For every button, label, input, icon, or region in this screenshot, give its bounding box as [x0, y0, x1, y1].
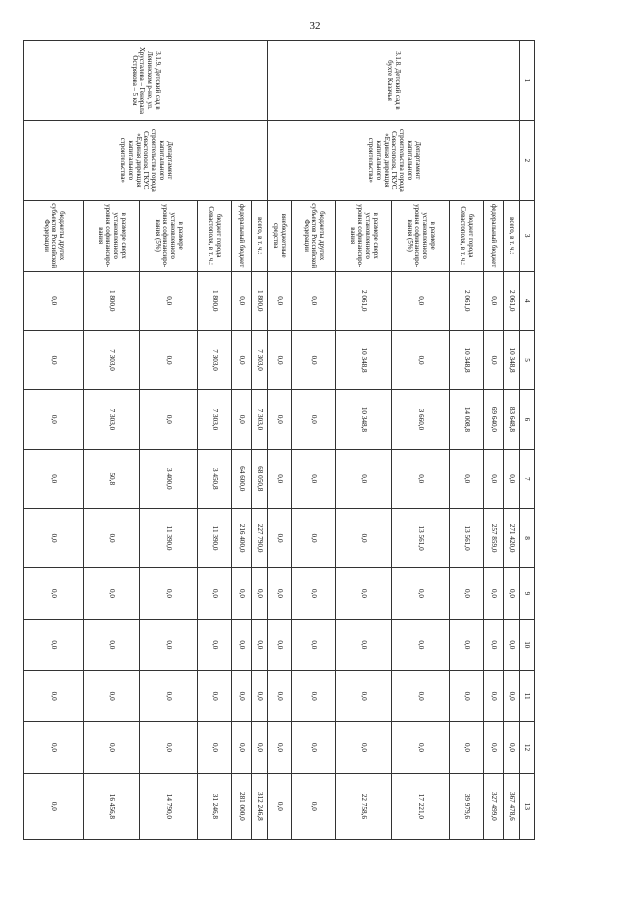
value-cell: 0,0 [232, 722, 252, 773]
value-cell: 0,0 [292, 508, 336, 567]
value-cell: 0,0 [292, 449, 336, 508]
value-cell: 7 303,0 [84, 390, 140, 449]
value-cell: 69 640,0 [484, 390, 504, 449]
value-cell: 39 979,6 [450, 773, 484, 839]
value-cell: 22 758,6 [336, 773, 392, 839]
funding-source-cell: всего, в т. ч.: [504, 200, 520, 271]
value-cell: 0,0 [336, 619, 392, 670]
executor-cell: Департамент капитального строительства города Севастополя, ГКУС «Единая дирекция капитального строительства» [268, 120, 520, 200]
value-cell: 271 420,0 [504, 508, 520, 567]
value-cell: 16 456,8 [84, 773, 140, 839]
value-cell: 0,0 [140, 722, 198, 773]
value-cell: 0,0 [450, 619, 484, 670]
value-cell: 0,0 [84, 508, 140, 567]
column-number: 8 [520, 508, 535, 567]
value-cell: 0,0 [198, 722, 232, 773]
funding-source-cell: в размере установленного уровня софинансиро-вания (5%) [140, 200, 198, 271]
value-cell: 0,0 [484, 670, 504, 721]
value-cell: 0,0 [198, 619, 232, 670]
value-cell: 0,0 [392, 271, 450, 330]
value-cell: 0,0 [504, 449, 520, 508]
value-cell: 0,0 [140, 619, 198, 670]
funding-source-cell: в размере сверх установленного уровня софинансиро-вания [336, 200, 392, 271]
value-cell: 0,0 [292, 722, 336, 773]
value-cell: 0,0 [252, 568, 268, 619]
value-cell: 0,0 [268, 271, 292, 330]
value-cell: 0,0 [252, 619, 268, 670]
column-number: 1 [520, 41, 535, 121]
value-cell: 0,0 [484, 722, 504, 773]
funding-source-cell: всего, в т. ч.: [252, 200, 268, 271]
value-cell: 0,0 [24, 722, 84, 773]
funding-source-cell: бюджет города Севастополя, в т. ч.: [450, 200, 484, 271]
value-cell: 0,0 [504, 722, 520, 773]
value-cell: 0,0 [24, 390, 84, 449]
value-cell: 0,0 [268, 330, 292, 389]
value-cell: 0,0 [268, 773, 292, 839]
value-cell: 0,0 [24, 670, 84, 721]
value-cell: 0,0 [24, 271, 84, 330]
value-cell: 0,0 [336, 568, 392, 619]
value-cell: 0,0 [336, 449, 392, 508]
value-cell: 7 303,0 [198, 390, 232, 449]
value-cell: 0,0 [450, 670, 484, 721]
value-cell: 2 061,0 [450, 271, 484, 330]
column-number: 11 [520, 670, 535, 721]
value-cell: 0,0 [450, 568, 484, 619]
value-cell: 0,0 [484, 619, 504, 670]
value-cell: 367 478,6 [504, 773, 520, 839]
funding-source-cell: федеральный бюджет [232, 200, 252, 271]
value-cell: 0,0 [504, 619, 520, 670]
column-number: 12 [520, 722, 535, 773]
value-cell: 0,0 [392, 619, 450, 670]
value-cell: 0,0 [24, 330, 84, 389]
value-cell: 14 008,8 [450, 390, 484, 449]
value-cell: 0,0 [84, 722, 140, 773]
value-cell: 3 450,8 [198, 449, 232, 508]
value-cell: 0,0 [268, 508, 292, 567]
column-number: 5 [520, 330, 535, 389]
funding-source-cell: бюджет города Севастополя, в т. ч.: [198, 200, 232, 271]
value-cell: 0,0 [484, 449, 504, 508]
column-number: 13 [520, 773, 535, 839]
value-cell: 1 800,0 [198, 271, 232, 330]
value-cell: 0,0 [24, 773, 84, 839]
value-cell: 10 348,8 [504, 330, 520, 389]
value-cell: 7 303,0 [84, 330, 140, 389]
budget-table-container [42, 40, 535, 840]
value-cell: 1 800,0 [252, 271, 268, 330]
value-cell: 0,0 [268, 449, 292, 508]
value-cell: 0,0 [392, 568, 450, 619]
value-cell: 0,0 [140, 330, 198, 389]
value-cell: 0,0 [392, 330, 450, 389]
table-row [504, 41, 520, 840]
value-cell: 0,0 [292, 619, 336, 670]
funding-source-cell: в размере сверх установленного уровня софинансиро-вания [84, 200, 140, 271]
value-cell: 17 221,0 [392, 773, 450, 839]
value-cell: 2 061,0 [504, 271, 520, 330]
value-cell: 0,0 [450, 449, 484, 508]
value-cell: 83 648,8 [504, 390, 520, 449]
value-cell: 0,0 [232, 670, 252, 721]
value-cell: 0,0 [392, 449, 450, 508]
value-cell: 0,0 [84, 670, 140, 721]
value-cell: 0,0 [140, 568, 198, 619]
value-cell: 327 499,0 [484, 773, 504, 839]
value-cell: 0,0 [484, 271, 504, 330]
value-cell: 0,0 [268, 568, 292, 619]
column-number-row [520, 41, 535, 840]
value-cell: 0,0 [232, 271, 252, 330]
value-cell: 7 303,0 [252, 390, 268, 449]
value-cell: 0,0 [450, 722, 484, 773]
value-cell: 7 303,0 [198, 330, 232, 389]
value-cell: 68 050,8 [252, 449, 268, 508]
object-name-cell: 3.1.8. Детский сад в бухте Казачья [268, 41, 520, 121]
funding-source-cell: бюджеты других субъектов Российской Федерации [24, 200, 84, 271]
table-row [252, 41, 268, 840]
value-cell: 0,0 [292, 271, 336, 330]
value-cell: 0,0 [484, 568, 504, 619]
value-cell: 11 390,0 [140, 508, 198, 567]
value-cell: 0,0 [484, 330, 504, 389]
value-cell: 0,0 [292, 330, 336, 389]
value-cell: 0,0 [232, 330, 252, 389]
value-cell: 0,0 [84, 568, 140, 619]
column-number: 9 [520, 568, 535, 619]
value-cell: 13 561,0 [450, 508, 484, 567]
value-cell: 0,0 [232, 619, 252, 670]
value-cell: 0,0 [292, 568, 336, 619]
value-cell: 0,0 [252, 670, 268, 721]
value-cell: 14 790,0 [140, 773, 198, 839]
value-cell: 10 348,8 [336, 330, 392, 389]
value-cell: 0,0 [232, 390, 252, 449]
value-cell: 0,0 [292, 670, 336, 721]
value-cell: 0,0 [24, 619, 84, 670]
column-number: 7 [520, 449, 535, 508]
value-cell: 0,0 [198, 568, 232, 619]
funding-source-cell: федеральный бюджет [484, 200, 504, 271]
value-cell: 7 303,0 [252, 330, 268, 389]
value-cell: 64 600,0 [232, 449, 252, 508]
value-cell: 0,0 [336, 670, 392, 721]
value-cell: 0,0 [336, 722, 392, 773]
value-cell: 257 859,0 [484, 508, 504, 567]
value-cell: 0,0 [232, 568, 252, 619]
column-number: 3 [520, 200, 535, 271]
funding-source-cell: в размере установленного уровня софинансиро-вания (5%) [392, 200, 450, 271]
column-number: 4 [520, 271, 535, 330]
value-cell: 0,0 [268, 670, 292, 721]
value-cell: 0,0 [392, 670, 450, 721]
value-cell: 0,0 [504, 670, 520, 721]
value-cell: 50,8 [84, 449, 140, 508]
funding-source-cell: бюджеты других субъектов Российской Федерации [292, 200, 336, 271]
value-cell: 281 000,0 [232, 773, 252, 839]
value-cell: 13 561,0 [392, 508, 450, 567]
value-cell: 0,0 [140, 390, 198, 449]
value-cell: 31 246,8 [198, 773, 232, 839]
value-cell: 2 061,0 [336, 271, 392, 330]
column-number: 10 [520, 619, 535, 670]
value-cell: 3 400,0 [140, 449, 198, 508]
value-cell: 0,0 [336, 508, 392, 567]
value-cell: 0,0 [24, 568, 84, 619]
object-name-cell: 3.1.9. Детский сад в Ленинском р-не, ул. Хрусталева – Генерала Острякова – 5 км [24, 41, 268, 121]
value-cell: 10 348,8 [336, 390, 392, 449]
value-cell: 0,0 [268, 619, 292, 670]
value-cell: 0,0 [292, 390, 336, 449]
value-cell: 0,0 [268, 390, 292, 449]
value-cell: 0,0 [504, 568, 520, 619]
value-cell: 0,0 [140, 271, 198, 330]
page-number: 32 [309, 20, 321, 32]
column-number: 2 [520, 120, 535, 200]
column-number: 6 [520, 390, 535, 449]
value-cell: 0,0 [198, 670, 232, 721]
value-cell: 0,0 [24, 508, 84, 567]
value-cell: 1 800,0 [84, 271, 140, 330]
value-cell: 0,0 [24, 449, 84, 508]
value-cell: 10 348,8 [450, 330, 484, 389]
value-cell: 312 246,8 [252, 773, 268, 839]
value-cell: 0,0 [268, 722, 292, 773]
value-cell: 11 390,0 [198, 508, 232, 567]
value-cell: 0,0 [84, 619, 140, 670]
table-body [24, 41, 535, 840]
value-cell: 0,0 [292, 773, 336, 839]
value-cell: 0,0 [392, 722, 450, 773]
value-cell: 0,0 [140, 670, 198, 721]
value-cell: 216 400,0 [232, 508, 252, 567]
value-cell: 227 790,0 [252, 508, 268, 567]
executor-cell: Департамент капитального строительства города Севастополя, ГКУС «Единая дирекция капитального строительства» [24, 120, 268, 200]
funding-source-cell: внебюджетные средства [268, 200, 292, 271]
value-cell: 3 660,0 [392, 390, 450, 449]
value-cell: 0,0 [252, 722, 268, 773]
budget-table [23, 40, 535, 840]
